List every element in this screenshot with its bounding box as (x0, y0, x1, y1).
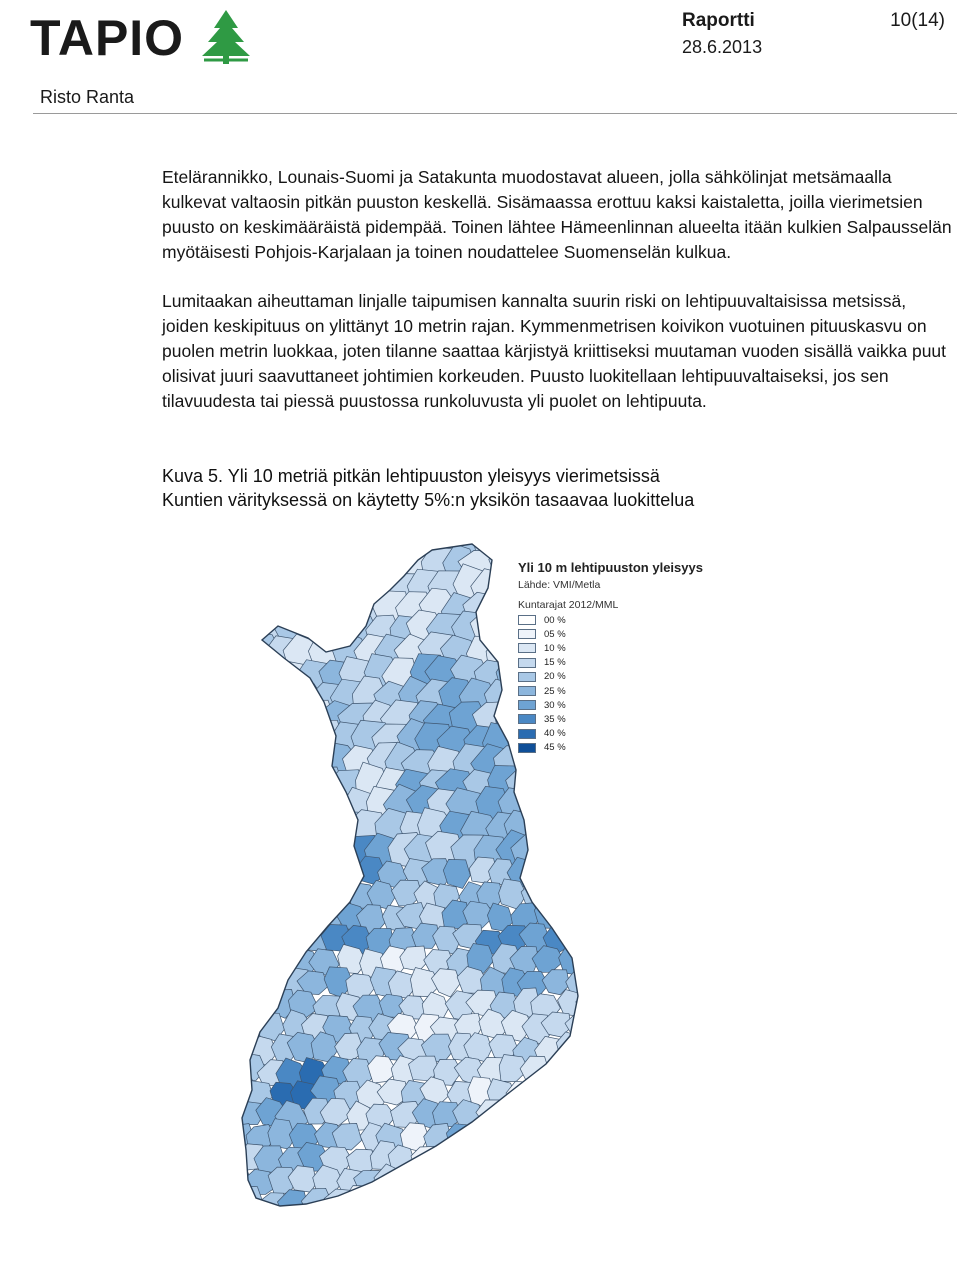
legend-row (518, 741, 708, 755)
municipality-area (430, 1191, 463, 1221)
municipality-area (583, 1143, 613, 1173)
municipality-area (586, 1057, 614, 1087)
municipality-area (351, 545, 389, 585)
municipality-area (274, 787, 315, 823)
municipality-area (592, 1186, 619, 1215)
municipality-area (564, 880, 595, 911)
municipality-area (275, 745, 313, 780)
municipality-area (422, 1168, 451, 1198)
municipality-area (219, 722, 257, 758)
report-label: Raportti (682, 10, 755, 31)
municipality-area (323, 530, 362, 565)
municipality-area (492, 1119, 519, 1146)
municipality-area (261, 927, 291, 955)
municipality-area (561, 790, 599, 826)
municipality-area (194, 722, 234, 761)
municipality-area (265, 720, 302, 757)
author-name: Risto Ranta (40, 87, 135, 107)
municipality-area (212, 1102, 242, 1128)
municipality-area (215, 1013, 245, 1042)
municipality-area (308, 809, 350, 848)
municipality-area (538, 785, 580, 823)
municipality-area (530, 861, 562, 888)
municipality-area (271, 703, 311, 739)
municipality-area (235, 880, 263, 910)
legend-swatch (518, 643, 536, 653)
legend-swatch (518, 743, 536, 753)
municipality-area (555, 905, 587, 934)
municipality-area (310, 593, 347, 629)
municipality-area (272, 830, 315, 866)
municipality-area (217, 808, 259, 847)
legend-swatch (518, 700, 536, 710)
legend-label: 15 % (544, 657, 566, 669)
municipality-area (235, 926, 267, 954)
municipality-area (283, 810, 321, 850)
paragraph: Etelärannikko, Lounais-Suomi ja Satakunta muodostavat alueen, jolla sähkölinjat metsämaalla kulkevat valtaosin pitkän puuston keskellä. Sisämaassa erottuu kaksi kaistaletta, joilla vierimetsien puusto on keskimääräistä pidempää. Toinen lähtee Hämeenlinnan alueelta itään kulkien Salpausselän myötäisesti Pohjois-Karjalaan ja toinen noudattelee Suomenselän kulkua. (162, 167, 952, 262)
municipality-area (217, 965, 246, 995)
municipality-area (204, 945, 234, 970)
municipality-area (558, 1123, 588, 1151)
municipality-area (226, 831, 264, 871)
municipality-area (251, 570, 293, 608)
legend-label: 10 % (544, 642, 566, 654)
legend-row (518, 656, 708, 670)
municipality-area (515, 530, 556, 563)
municipality-area (342, 570, 380, 602)
municipality-area (519, 785, 555, 821)
municipality-area (576, 990, 604, 1018)
municipality-area (533, 1079, 563, 1105)
municipality-area (387, 1189, 416, 1215)
municipality-area (231, 699, 271, 738)
legend-row (518, 613, 708, 627)
municipality-area (284, 767, 320, 809)
municipality-area (286, 719, 320, 755)
municipality-area (475, 1147, 506, 1174)
municipality-area (246, 946, 276, 973)
municipality-area (264, 770, 305, 805)
municipality-area (218, 771, 261, 807)
legend-label: 20 % (544, 671, 566, 683)
legend-label: 00 % (544, 614, 566, 626)
municipality-area (259, 965, 287, 995)
municipality-area (555, 1080, 588, 1108)
municipality-area (212, 791, 251, 827)
report-date: 28.6.2013 (682, 37, 763, 57)
municipality-area (531, 1169, 561, 1195)
municipality-area (232, 530, 269, 563)
municipality-area (363, 530, 401, 562)
municipality-area (446, 1124, 474, 1154)
municipality-area (491, 1168, 518, 1195)
municipality-area (387, 530, 424, 557)
municipality-area (209, 530, 246, 562)
legend-swatch (518, 615, 536, 625)
legend-row (518, 712, 708, 726)
municipality-area (533, 1123, 566, 1151)
municipality-area (509, 1166, 539, 1196)
municipality-area (579, 1080, 609, 1107)
municipality-area (311, 858, 339, 890)
municipality-area (586, 1016, 614, 1041)
municipality-area (290, 905, 318, 933)
municipality-area (584, 1105, 613, 1132)
municipality-area (494, 530, 537, 560)
municipality-area (552, 809, 589, 848)
municipality-area (264, 905, 293, 932)
municipality-area (566, 1146, 594, 1175)
municipality-area (203, 1121, 230, 1151)
municipality-area (568, 1100, 598, 1129)
legend-row (518, 670, 708, 684)
municipality-area (256, 880, 283, 907)
municipality-area (399, 1165, 429, 1193)
legend-source: Lähde: VMI/Metla (518, 579, 601, 591)
municipality-area (212, 925, 242, 952)
municipality-area (465, 1166, 493, 1194)
municipality-area (243, 725, 280, 761)
municipality-area (209, 704, 253, 738)
municipality-area (296, 833, 337, 869)
municipality-area (227, 657, 268, 693)
municipality-area (235, 788, 273, 826)
municipality-area (200, 855, 230, 885)
municipality-area (201, 681, 241, 716)
municipality-area (578, 944, 606, 973)
municipality-area (587, 530, 622, 561)
municipality-area (299, 745, 336, 782)
legend-swatch (518, 658, 536, 668)
municipality-area (281, 883, 307, 913)
municipality-area (445, 1166, 474, 1193)
municipality-area (576, 1034, 605, 1060)
municipality-area (580, 859, 606, 888)
figure-caption-subtitle: Kuntien värityksessä on käytetty 5%:n yksikön tasaavaa luokittelua (162, 490, 695, 510)
municipality-area (204, 901, 230, 929)
legend-row (518, 627, 708, 641)
municipality-area (556, 856, 586, 884)
municipality-area (540, 881, 572, 909)
map-legend (518, 560, 708, 755)
municipality-area (582, 830, 619, 866)
municipality-area (211, 831, 249, 869)
municipality-area (572, 812, 611, 851)
municipality-area (253, 832, 291, 873)
legend-swatch (518, 714, 536, 724)
legend-label: 25 % (544, 685, 566, 697)
legend-row (518, 727, 708, 741)
municipality-area (198, 639, 237, 671)
tree-icon (190, 8, 260, 66)
municipality-area (330, 858, 359, 885)
municipality-area (214, 1054, 243, 1083)
municipality-area (220, 546, 261, 581)
municipality-area (246, 809, 285, 847)
legend-label: 35 % (544, 713, 566, 725)
municipality-area (501, 1186, 533, 1214)
municipality-area (254, 658, 292, 695)
municipality-area (207, 567, 244, 602)
municipality-area (250, 742, 291, 781)
municipality-area (301, 530, 339, 562)
municipality-area (202, 988, 232, 1017)
municipality-area (588, 968, 614, 994)
municipality-area (210, 1193, 240, 1219)
municipality-area (574, 900, 605, 926)
municipality-area (527, 766, 562, 801)
municipality-area (255, 791, 294, 823)
municipality-area (338, 530, 377, 562)
municipality-area (281, 543, 324, 585)
tapio-logo (30, 8, 240, 64)
municipality-area (285, 586, 324, 626)
municipality-area (230, 744, 269, 782)
municipality-area (409, 1190, 438, 1220)
legend-label: 40 % (544, 728, 566, 740)
municipality-area (252, 699, 288, 737)
municipality-area (532, 809, 571, 849)
municipality-area (264, 594, 303, 630)
municipality-area (559, 530, 595, 562)
municipality-area (220, 1035, 253, 1063)
municipality-area (229, 571, 272, 605)
municipality-area (523, 1141, 553, 1168)
municipality-area (287, 857, 318, 886)
legend-swatch (518, 672, 536, 682)
municipality-area (202, 1035, 233, 1061)
municipality-area (543, 1145, 576, 1173)
municipality-area (205, 1078, 236, 1106)
municipality-area (318, 833, 360, 870)
municipality-area (502, 1143, 530, 1169)
municipality-area (329, 547, 366, 585)
municipality-area (574, 770, 611, 804)
municipality-area (234, 613, 270, 649)
municipality-area (510, 1124, 537, 1154)
municipality-area (238, 681, 277, 718)
municipality-area (200, 547, 239, 585)
municipality-area (225, 902, 256, 930)
municipality-area (321, 569, 361, 604)
municipality-area (239, 968, 266, 998)
municipality-area (542, 833, 581, 871)
legend-label: 45 % (544, 742, 566, 754)
municipality-area (218, 595, 259, 632)
municipality-area (261, 679, 301, 715)
municipality-area (468, 1123, 496, 1148)
legend-swatch (518, 629, 536, 639)
legend-label: 05 % (544, 628, 566, 640)
legend-classes (518, 613, 708, 755)
municipality-area (334, 594, 371, 629)
municipality-area (473, 1189, 505, 1213)
municipality-area (577, 1125, 604, 1151)
municipality-area (460, 1190, 486, 1218)
municipality-area (498, 1101, 527, 1127)
municipality-area (206, 613, 244, 652)
municipality-area (535, 530, 576, 557)
municipality-area (280, 925, 309, 955)
header-divider (33, 113, 957, 114)
municipality-area (266, 858, 297, 886)
municipality-area (193, 589, 232, 630)
municipality-area (567, 927, 595, 952)
municipality-area (299, 569, 333, 606)
legend-row (518, 698, 708, 712)
municipality-area (246, 988, 279, 1016)
municipality-area (544, 1103, 574, 1132)
legend-swatch (518, 729, 536, 739)
municipality-area (577, 1168, 609, 1198)
legend-title: Yli 10 m lehtipuuston yleisyys (518, 560, 703, 575)
municipality-area (560, 833, 600, 868)
municipality-area (545, 1060, 573, 1089)
municipality-area (554, 767, 589, 808)
municipality-area (224, 950, 254, 974)
municipality-area (247, 903, 274, 929)
municipality-area (242, 590, 278, 624)
municipality-area (584, 787, 620, 826)
municipality-area (215, 681, 253, 718)
municipality-area (563, 1055, 592, 1082)
municipality-area (199, 772, 238, 806)
municipality-area (212, 1144, 242, 1171)
municipality-area (292, 792, 330, 827)
paragraph: Lumitaakan aiheuttaman linjalle taipumisen kannalta suurin riski on lehtipuuvaltaisissa metsissä, joiden keskipituus on ylittänyt 10 metrin rajan. Kymmenmetrisen koivikon vuotuinen pituuskasvu on puolen metrin luokkaa, joten tilanne saattaa kärjistyä kriittiseksi muutaman vuoden sisällä vaikka puut olisivat juuri saavuttaneet johtimien korkeuden. Puusto luokitellaan lehtipuuvaltaiseksi, jos sen tilavuudesta tai piessä puustossa runkoluvusta yli puolet on lehtipuuta. (162, 291, 947, 411)
logo-wordmark: TAPIO (30, 10, 185, 66)
municipality-area (586, 883, 615, 910)
municipality-area (584, 925, 614, 954)
municipality-area (198, 814, 237, 852)
municipality-area (301, 1188, 332, 1218)
municipality-area (268, 805, 306, 842)
legend-row (518, 641, 708, 655)
municipality-area (558, 990, 588, 1016)
municipality-area (265, 545, 302, 581)
municipality-area (213, 884, 242, 913)
municipality-area (205, 656, 242, 691)
municipality-area (546, 1188, 572, 1216)
municipality-area (443, 859, 470, 888)
municipality-area (207, 742, 250, 782)
municipality-area (305, 550, 346, 583)
municipality-area (456, 1148, 486, 1174)
figure-caption: Kuva 5. Yli 10 metriä pitkän lehtipuuston yleisyys vierimetsissä (162, 466, 660, 486)
legend-boundaries: Kuntarajat 2012/MML (518, 599, 619, 611)
legend-swatch (518, 686, 536, 696)
municipality-area (557, 1165, 585, 1192)
municipality-area (252, 530, 296, 559)
municipality-area (275, 570, 318, 604)
municipality-area (487, 590, 522, 628)
legend-label: 30 % (544, 699, 566, 711)
legend-row (518, 684, 708, 698)
municipality-area (244, 548, 282, 582)
municipality-area (522, 1189, 550, 1217)
municipality-area (202, 1168, 233, 1197)
municipality-area (222, 989, 252, 1019)
municipality-area (299, 880, 327, 906)
municipality-area (244, 860, 273, 887)
page-number: 10(14) (890, 10, 945, 31)
municipality-area (241, 767, 282, 804)
municipality-area (277, 530, 317, 563)
municipality-area (519, 1104, 550, 1131)
municipality-area (220, 860, 251, 887)
municipality-area (369, 1189, 397, 1218)
municipality-area (216, 632, 256, 670)
municipality-area (566, 1190, 595, 1218)
